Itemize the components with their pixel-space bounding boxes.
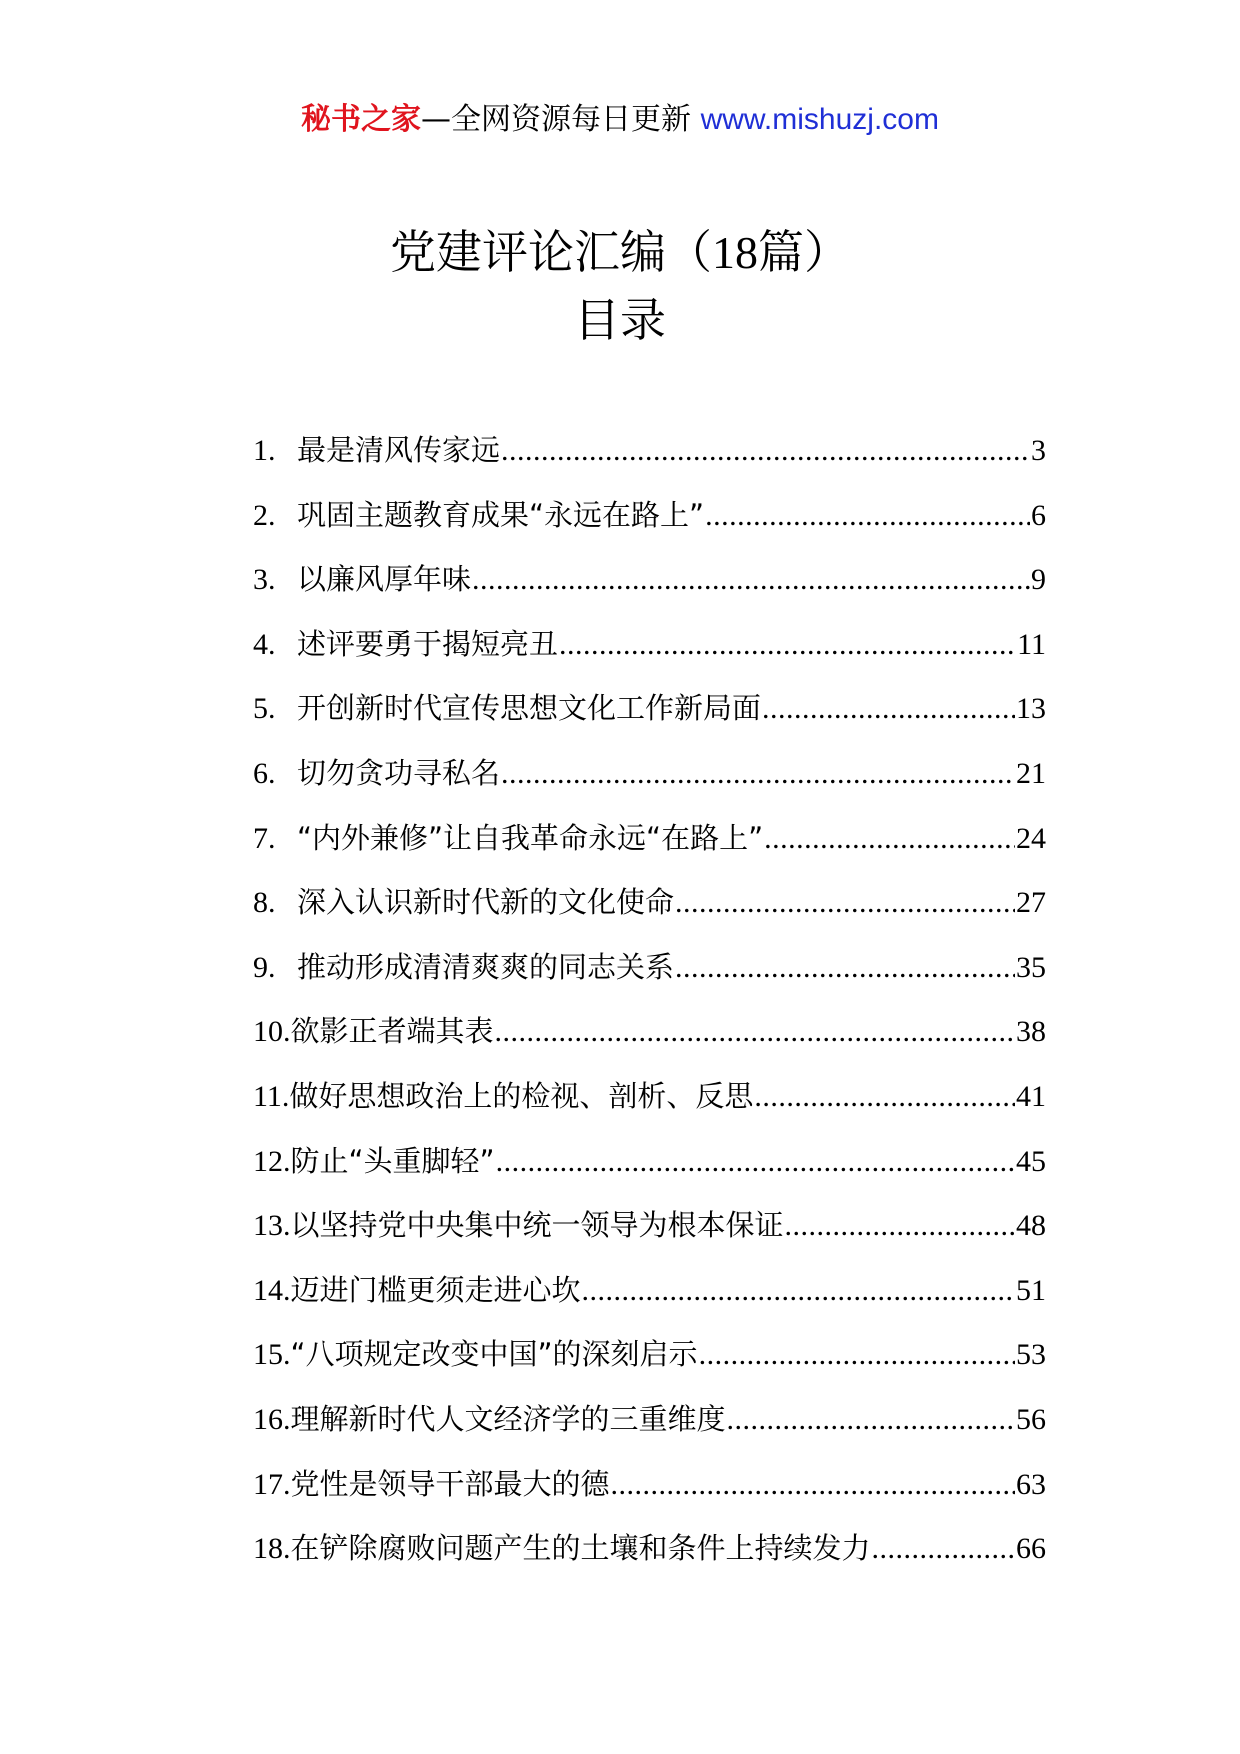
toc-dot-leader <box>675 936 1015 1001</box>
toc-dot-leader <box>495 1000 1015 1065</box>
toc-item[interactable] <box>253 1258 1046 1323</box>
toc-item-title: “内外兼修”让自我革命永远“在路上” <box>297 820 764 855</box>
toc-item-title: 述评要勇于揭短亮丑 <box>297 626 559 661</box>
toc-item-page: 51 <box>1016 1273 1046 1307</box>
toc-item-title: 理解新时代人文经济学的三重维度 <box>290 1401 726 1436</box>
toc-item-title: 做好思想政治上的检视、剖析、反思 <box>289 1078 754 1113</box>
toc-item[interactable] <box>253 612 1046 677</box>
toc-item-title: 防止“头重脚轻” <box>290 1143 495 1178</box>
toc-dot-leader <box>705 484 1030 549</box>
toc-item-number: 1. <box>253 434 276 467</box>
toc-dot-leader <box>496 1130 1015 1195</box>
toc-item-page: 13 <box>1016 692 1046 726</box>
toc-dot-leader <box>872 1517 1015 1582</box>
title-prefix: 党建评论汇编（ <box>390 225 712 279</box>
toc-item-number: 18. <box>253 1532 291 1566</box>
toc-dot-leader <box>754 1065 1015 1130</box>
document-title <box>0 222 1240 283</box>
toc-item-page: 38 <box>1016 1015 1046 1049</box>
toc-item-title: 党性是领导干部最大的德 <box>290 1466 610 1501</box>
toc-item-title: 切勿贪功寻私名 <box>297 755 501 790</box>
toc-item[interactable] <box>253 806 1046 871</box>
toc-item-page: 45 <box>1016 1144 1046 1178</box>
toc-item-title: 深入认识新时代新的文化使命 <box>297 885 675 920</box>
header-tagline: —全网资源每日更新 <box>421 102 701 137</box>
toc-item-title: 以廉风厚年味 <box>297 562 472 597</box>
toc-item-number: 15. <box>253 1338 291 1372</box>
toc-dot-leader <box>727 1388 1015 1453</box>
toc-item-number: 7. <box>253 821 276 855</box>
brand-name: 秘书之家 <box>301 102 422 137</box>
toc-item-title: 推动形成清清爽爽的同志关系 <box>297 949 675 984</box>
toc-item-number: 13. <box>253 1209 291 1243</box>
toc-dot-leader <box>582 1259 1015 1324</box>
toc-item-number: 14. <box>253 1273 291 1307</box>
toc-item-page: 41 <box>1016 1079 1046 1113</box>
toc-item-number: 3. <box>253 563 276 597</box>
toc-dot-leader <box>675 871 1015 936</box>
toc-dot-leader <box>501 419 1030 484</box>
toc-dot-leader <box>764 807 1015 872</box>
toc-item[interactable] <box>253 1387 1046 1452</box>
toc-item[interactable] <box>253 935 1046 1000</box>
toc-item-number: 10. <box>253 1015 291 1049</box>
toc-item-number: 16. <box>253 1402 291 1436</box>
toc-item-page: 21 <box>1016 756 1046 790</box>
site-url-link[interactable]: www.mishuzj.com <box>700 103 939 136</box>
toc-item-page: 3 <box>1031 434 1046 467</box>
toc-item-page: 27 <box>1016 886 1046 920</box>
toc-item[interactable] <box>253 1129 1046 1194</box>
toc-dot-leader <box>762 677 1015 742</box>
toc-item[interactable] <box>253 1193 1046 1258</box>
toc-item-title: 在铲除腐败问题产生的土壤和条件上持续发力 <box>290 1531 871 1566</box>
toc-item[interactable] <box>253 418 1046 483</box>
toc-item-title: 开创新时代宣传思想文化工作新局面 <box>297 691 762 726</box>
toc-heading: 目录 <box>574 293 666 347</box>
toc-item-number: 5. <box>253 692 276 726</box>
toc-item-title: 最是清风传家远 <box>297 433 501 467</box>
toc-item-number: 11. <box>253 1079 290 1113</box>
toc-item-number: 4. <box>253 627 276 661</box>
toc-item-title: “八项规定改变中国”的深刻启示 <box>290 1337 698 1372</box>
title-suffix: 篇） <box>758 225 850 279</box>
toc-dot-leader <box>611 1453 1015 1518</box>
toc-item-page: 9 <box>1031 563 1046 597</box>
toc-item[interactable] <box>253 1452 1046 1517</box>
site-header <box>0 100 1240 140</box>
toc-item-title: 巩固主题教育成果“永远在路上” <box>297 497 705 532</box>
toc-item-title: 欲影正者端其表 <box>290 1014 494 1049</box>
toc-item-page: 11 <box>1017 627 1046 661</box>
toc-item-page: 66 <box>1016 1532 1046 1566</box>
table-of-contents <box>253 418 1046 1581</box>
toc-item[interactable] <box>253 547 1046 612</box>
toc-item-number: 8. <box>253 886 276 920</box>
toc-item[interactable] <box>253 870 1046 935</box>
toc-item-page: 63 <box>1016 1467 1046 1501</box>
toc-dot-leader <box>699 1323 1015 1388</box>
toc-item[interactable] <box>253 741 1046 806</box>
toc-item-title: 迈进门槛更须走进心坎 <box>290 1272 581 1307</box>
toc-item[interactable] <box>253 1516 1046 1581</box>
toc-item-number: 12. <box>253 1144 291 1178</box>
toc-item[interactable] <box>253 676 1046 741</box>
toc-item-page: 6 <box>1031 498 1046 532</box>
toc-item[interactable] <box>253 999 1046 1064</box>
toc-dot-leader <box>785 1194 1015 1259</box>
toc-item[interactable] <box>253 1064 1046 1129</box>
toc-item[interactable] <box>253 1322 1046 1387</box>
toc-dot-leader <box>472 548 1030 613</box>
toc-item-page: 56 <box>1016 1402 1046 1436</box>
toc-dot-leader <box>559 613 1016 678</box>
toc-item-page: 35 <box>1016 950 1046 984</box>
toc-item-number: 6. <box>253 756 276 790</box>
toc-dot-leader <box>501 742 1015 807</box>
toc-item-title: 以坚持党中央集中统一领导为根本保证 <box>290 1208 784 1243</box>
toc-item[interactable] <box>253 483 1046 548</box>
toc-item-page: 24 <box>1016 821 1046 855</box>
toc-item-number: 2. <box>253 498 276 532</box>
toc-item-page: 53 <box>1016 1338 1046 1372</box>
title-count: 18 <box>712 227 758 278</box>
toc-item-number: 9. <box>253 950 276 984</box>
toc-item-page: 48 <box>1016 1209 1046 1243</box>
toc-item-number: 17. <box>253 1467 291 1501</box>
